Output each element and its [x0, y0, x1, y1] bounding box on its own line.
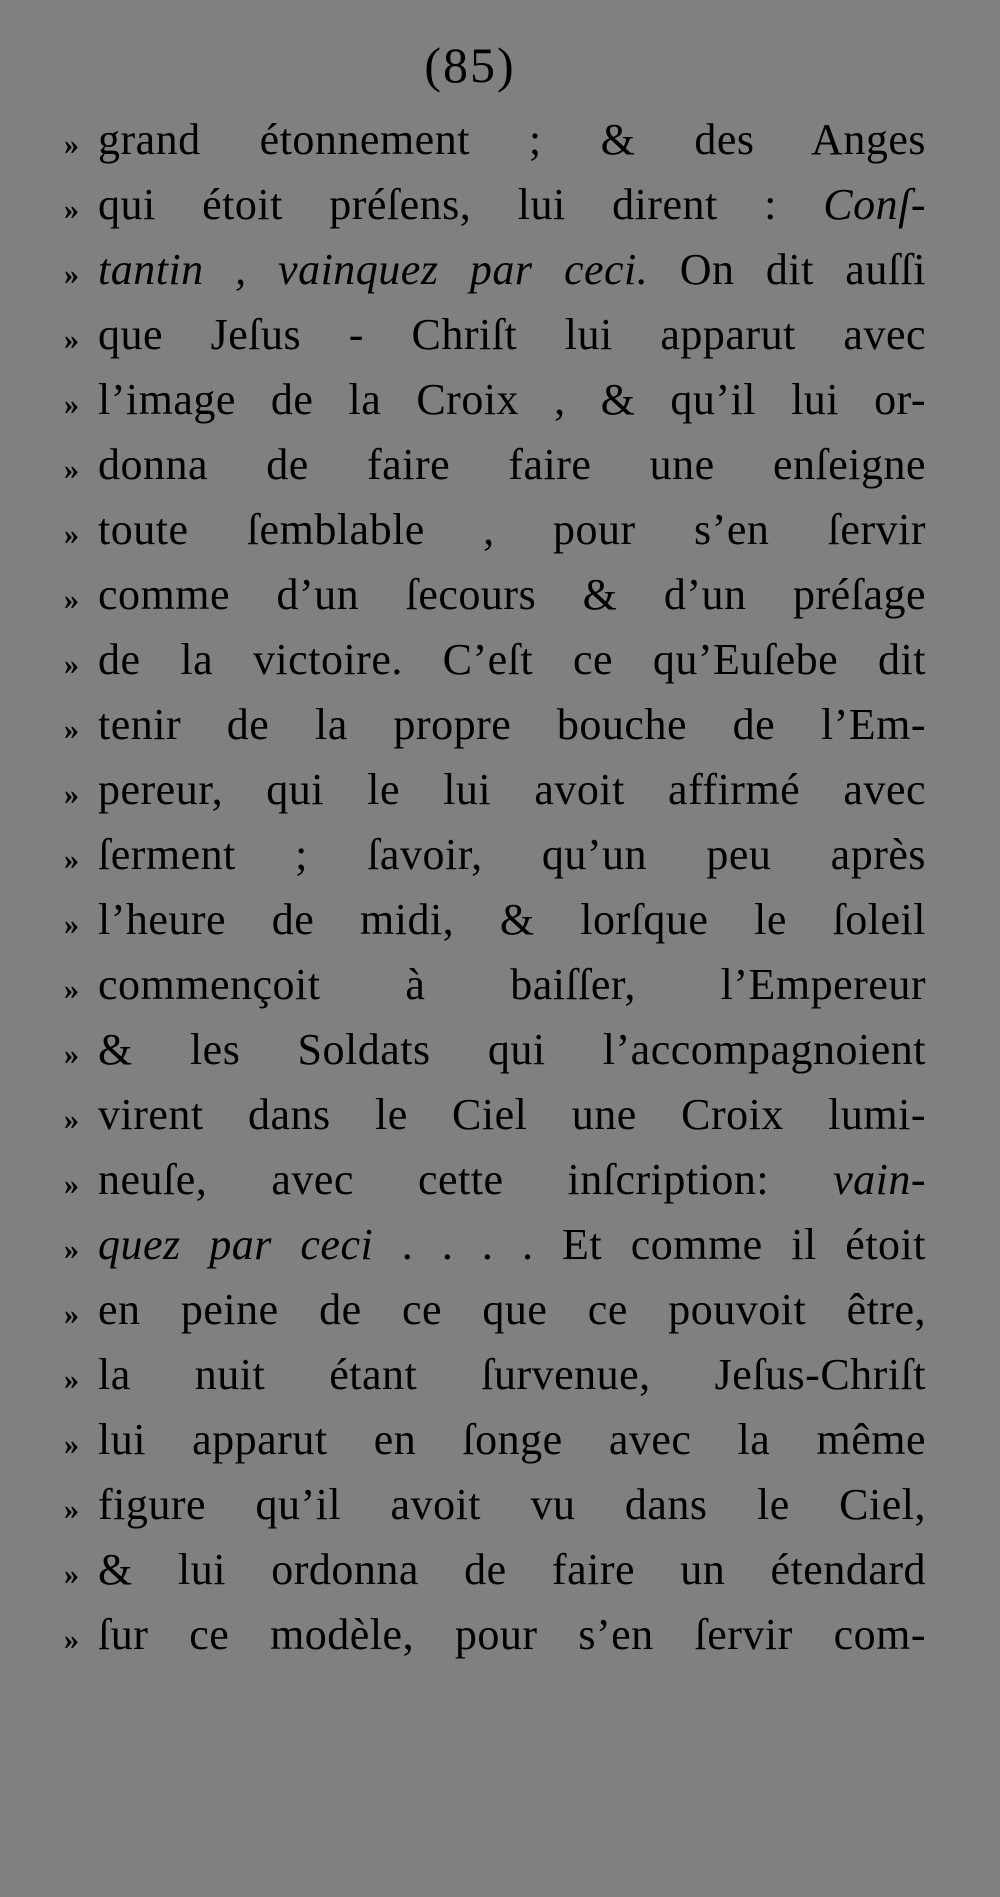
line-text	[98, 302, 926, 367]
text-line	[64, 1082, 926, 1147]
text-line	[64, 237, 926, 302]
text-line	[64, 627, 926, 692]
roman-text: toute ſemblable , pour s’en ſervir	[98, 505, 926, 554]
text-line	[64, 562, 926, 627]
quotation-mark: »	[64, 1038, 80, 1071]
roman-text: qui étoit préſens, lui dirent :	[98, 180, 824, 229]
text-line	[64, 1602, 926, 1667]
roman-text: tenir de la propre bouche de l’Em-	[98, 700, 926, 749]
text-line	[64, 497, 926, 562]
line-text	[98, 1407, 926, 1472]
quotation-mark: »	[64, 648, 80, 681]
roman-text: que Jeſus - Chriſt lui apparut avec	[98, 310, 926, 359]
line-text	[98, 432, 926, 497]
text-line	[64, 432, 926, 497]
text-line	[64, 1017, 926, 1082]
quotation-mark: »	[64, 1493, 80, 1526]
line-text	[98, 367, 926, 432]
line-text	[98, 1017, 926, 1082]
line-text	[98, 172, 926, 237]
quotation-mark: »	[64, 583, 80, 616]
quotation-mark: »	[64, 128, 80, 161]
quotation-mark: »	[64, 778, 80, 811]
quotation-mark: »	[64, 518, 80, 551]
roman-text: la nuit étant ſurvenue, Jeſus-Chriſt	[98, 1350, 926, 1399]
roman-text: en peine de ce que ce pouvoit être,	[98, 1285, 926, 1334]
roman-text: l’heure de midi, & lorſque le ſoleil	[98, 895, 926, 944]
line-text	[98, 692, 926, 757]
line-text	[98, 822, 926, 887]
text-line	[64, 1342, 926, 1407]
quotation-mark: »	[64, 713, 80, 746]
quotation-mark: »	[64, 843, 80, 876]
line-text	[98, 887, 926, 952]
quotation-mark: »	[64, 1298, 80, 1331]
line-text	[98, 1602, 926, 1667]
text-line	[64, 172, 926, 237]
quotation-mark: »	[64, 453, 80, 486]
quotation-mark: »	[64, 1623, 80, 1656]
quotation-mark: »	[64, 1103, 80, 1136]
roman-text: . . . . Et comme il étoit	[373, 1220, 926, 1269]
quotation-mark: »	[64, 193, 80, 226]
page-number: (85)	[424, 37, 516, 93]
text-line	[64, 367, 926, 432]
roman-text: comme d’un ſecours & d’un préſage	[98, 570, 926, 619]
quotation-mark: »	[64, 1428, 80, 1461]
line-text	[98, 757, 926, 822]
line-text	[98, 562, 926, 627]
text-line	[64, 692, 926, 757]
quotation-mark: »	[64, 258, 80, 291]
line-text	[98, 1147, 926, 1212]
roman-text: lui apparut en ſonge avec la même	[98, 1415, 926, 1464]
text-line	[64, 302, 926, 367]
quotation-mark: »	[64, 388, 80, 421]
quotation-mark: »	[64, 323, 80, 356]
italic-text: Conſ-	[823, 180, 926, 229]
line-text	[98, 1212, 926, 1277]
line-text	[98, 1277, 926, 1342]
quotation-mark: »	[64, 1558, 80, 1591]
roman-text: virent dans le Ciel une Croix lumi-	[98, 1090, 926, 1139]
roman-text: figure qu’il avoit vu dans le Ciel,	[98, 1480, 926, 1529]
text-line	[64, 887, 926, 952]
text-line	[64, 1472, 926, 1537]
text-line	[64, 1212, 926, 1277]
italic-text: vain-	[833, 1155, 926, 1204]
text-line	[64, 1147, 926, 1212]
roman-text: commençoit à baiſſer, l’Empereur	[98, 960, 926, 1009]
text-line	[64, 1537, 926, 1602]
text-line	[64, 107, 926, 172]
italic-text: quez par ceci	[98, 1220, 374, 1269]
line-text	[98, 497, 926, 562]
text-line	[64, 822, 926, 887]
text-line	[64, 1277, 926, 1342]
quotation-mark: »	[64, 1233, 80, 1266]
line-text	[98, 1082, 926, 1147]
line-text	[98, 107, 926, 172]
line-text	[98, 952, 926, 1017]
roman-text: de la victoire. C’eſt ce qu’Euſebe dit	[98, 635, 926, 684]
quotation-mark: »	[64, 1363, 80, 1396]
text-line	[64, 952, 926, 1017]
line-text	[98, 1537, 926, 1602]
roman-text: & lui ordonna de faire un étendard	[98, 1545, 926, 1594]
roman-text: grand étonnement ; & des Anges	[98, 115, 926, 164]
roman-text: l’image de la Croix , & qu’il lui or-	[98, 375, 926, 424]
roman-text: & les Soldats qui l’accompagnoient	[98, 1025, 926, 1074]
text-line	[64, 1407, 926, 1472]
quotation-mark: »	[64, 908, 80, 941]
roman-text: donna de faire faire une enſeigne	[98, 440, 926, 489]
roman-text: ſerment ; ſavoir, qu’un peu après	[98, 830, 926, 879]
text-line	[64, 757, 926, 822]
line-text	[98, 627, 926, 692]
roman-text: pereur, qui le lui avoit affirmé avec	[98, 765, 926, 814]
line-text	[98, 237, 926, 302]
italic-text: tantin , vainquez par ceci.	[98, 245, 649, 294]
line-text	[98, 1342, 926, 1407]
line-text	[98, 1472, 926, 1537]
roman-text: ſur ce modèle, pour s’en ſervir com-	[98, 1610, 926, 1659]
body-text	[64, 107, 926, 1667]
quotation-mark: »	[64, 1168, 80, 1201]
roman-text: neuſe, avec cette inſcription:	[98, 1155, 834, 1204]
roman-text: On dit auſſi	[648, 245, 926, 294]
quotation-mark: »	[64, 973, 80, 1006]
